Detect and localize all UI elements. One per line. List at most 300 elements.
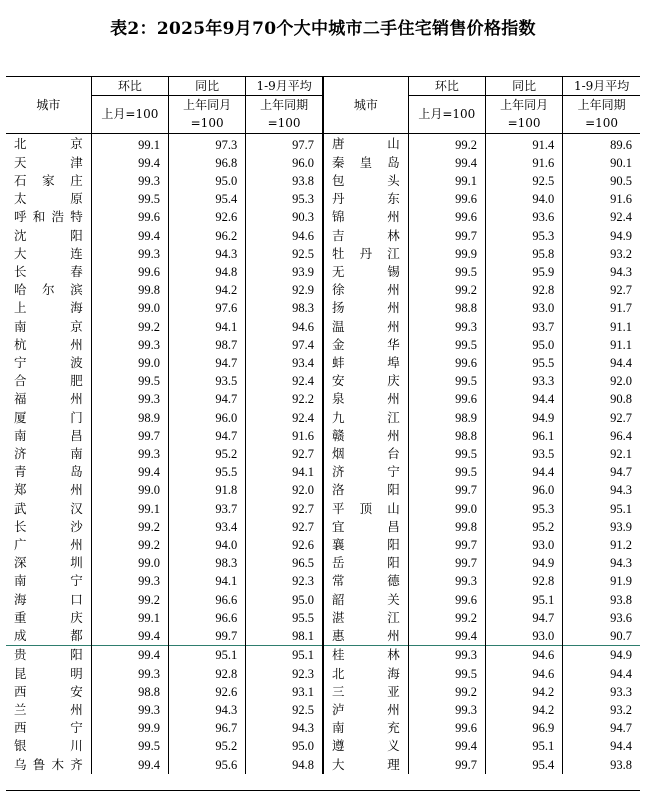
yoy-cell: 97.3 xyxy=(169,133,246,154)
header-mom-left: 环比 xyxy=(91,77,168,96)
yoy-cell: 94.7 xyxy=(169,354,246,372)
table-row xyxy=(6,318,640,336)
city-cell: 西宁 xyxy=(14,720,83,736)
avg-cell: 92.0 xyxy=(563,372,640,390)
avg-cell: 94.3 xyxy=(246,719,323,737)
yoy-cell: 94.2 xyxy=(169,281,246,299)
city-cell: 韶关 xyxy=(323,591,408,609)
city-cell: 海口 xyxy=(14,591,83,607)
mom-cell: 99.7 xyxy=(408,227,485,245)
mom-cell: 99.3 xyxy=(91,172,168,190)
mom-cell: 99.5 xyxy=(91,737,168,755)
price-index-table xyxy=(6,77,640,774)
avg-cell: 93.2 xyxy=(563,701,640,719)
avg-cell: 92.7 xyxy=(246,445,323,463)
avg-cell: 93.2 xyxy=(563,245,640,263)
header-city-left: 城市 xyxy=(6,77,91,133)
city-cell: 桂林 xyxy=(323,646,408,665)
avg-cell: 92.3 xyxy=(246,665,323,683)
avg-cell: 92.2 xyxy=(246,390,323,408)
city-cell: 唐山 xyxy=(323,133,408,154)
city-cell: 宜昌 xyxy=(323,518,408,536)
city-cell: 成都 xyxy=(14,628,83,644)
table-row xyxy=(6,281,640,299)
avg-cell: 94.4 xyxy=(563,737,640,755)
mom-cell: 99.9 xyxy=(408,245,485,263)
header-yoy-base-right: 上年同月=100 xyxy=(485,96,562,133)
avg-cell: 92.0 xyxy=(246,481,323,499)
city-cell: 长春 xyxy=(14,264,83,280)
city-cell: 惠州 xyxy=(323,627,408,646)
mom-cell: 99.6 xyxy=(91,208,168,226)
table-row xyxy=(6,154,640,172)
mom-cell: 99.5 xyxy=(408,445,485,463)
avg-cell: 94.6 xyxy=(246,318,323,336)
avg-cell: 92.1 xyxy=(563,445,640,463)
yoy-cell: 93.6 xyxy=(485,208,562,226)
yoy-cell: 95.2 xyxy=(169,445,246,463)
yoy-cell: 93.0 xyxy=(485,627,562,646)
city-cell: 吉林 xyxy=(323,227,408,245)
city-cell: 厦门 xyxy=(14,409,83,425)
yoy-cell: 95.3 xyxy=(485,500,562,518)
city-cell: 济宁 xyxy=(323,463,408,481)
city-cell: 郑州 xyxy=(14,482,83,498)
table-row xyxy=(6,133,640,154)
mom-cell: 99.3 xyxy=(91,245,168,263)
yoy-cell: 96.2 xyxy=(169,227,246,245)
avg-cell: 90.5 xyxy=(563,172,640,190)
yoy-cell: 94.9 xyxy=(485,554,562,572)
yoy-cell: 95.9 xyxy=(485,263,562,281)
city-cell: 昆明 xyxy=(14,665,83,681)
mom-cell: 99.6 xyxy=(408,390,485,408)
yoy-cell: 92.8 xyxy=(485,281,562,299)
avg-cell: 95.3 xyxy=(246,190,323,208)
yoy-cell: 94.3 xyxy=(169,245,246,263)
city-cell: 湛江 xyxy=(323,609,408,627)
yoy-cell: 96.8 xyxy=(169,154,246,172)
mom-cell: 99.5 xyxy=(91,190,168,208)
yoy-cell: 96.7 xyxy=(169,719,246,737)
avg-cell: 91.1 xyxy=(563,318,640,336)
header-row-top xyxy=(6,77,640,96)
avg-cell: 92.7 xyxy=(246,500,323,518)
table-row xyxy=(6,427,640,445)
city-cell: 徐州 xyxy=(323,281,408,299)
city-cell: 三亚 xyxy=(323,683,408,701)
city-cell: 无锡 xyxy=(323,263,408,281)
city-cell: 深圳 xyxy=(14,555,83,571)
table-row xyxy=(6,572,640,590)
mom-cell: 99.4 xyxy=(91,154,168,172)
city-cell: 赣州 xyxy=(323,427,408,445)
yoy-cell: 96.0 xyxy=(485,481,562,499)
mom-cell: 99.5 xyxy=(408,463,485,481)
avg-cell: 94.3 xyxy=(563,481,640,499)
city-cell: 襄阳 xyxy=(323,536,408,554)
avg-cell: 92.5 xyxy=(246,245,323,263)
mom-cell: 99.0 xyxy=(408,500,485,518)
avg-cell: 95.5 xyxy=(246,609,323,627)
mom-cell: 99.0 xyxy=(91,354,168,372)
table-row xyxy=(6,409,640,427)
avg-cell: 94.7 xyxy=(563,719,640,737)
avg-cell: 91.6 xyxy=(563,190,640,208)
table-row xyxy=(6,701,640,719)
city-cell: 金华 xyxy=(323,336,408,354)
city-cell: 重庆 xyxy=(14,609,83,625)
yoy-cell: 96.1 xyxy=(485,427,562,445)
header-mom-base-right: 上月=100 xyxy=(408,96,485,133)
city-cell: 天津 xyxy=(14,154,83,170)
city-cell: 沈阳 xyxy=(14,227,83,243)
city-cell: 呼和浩特 xyxy=(14,209,83,225)
city-cell: 南昌 xyxy=(14,427,83,443)
city-cell: 温州 xyxy=(323,318,408,336)
city-cell: 石家庄 xyxy=(14,173,83,189)
avg-cell: 95.0 xyxy=(246,737,323,755)
yoy-cell: 97.6 xyxy=(169,299,246,317)
avg-cell: 90.3 xyxy=(246,208,323,226)
yoy-cell: 94.7 xyxy=(169,427,246,445)
city-cell: 大连 xyxy=(14,245,83,261)
avg-cell: 92.7 xyxy=(246,518,323,536)
avg-cell: 92.4 xyxy=(563,208,640,226)
table-row xyxy=(6,354,640,372)
city-cell: 南京 xyxy=(14,318,83,334)
mom-cell: 99.0 xyxy=(91,481,168,499)
table-row xyxy=(6,518,640,536)
city-cell: 包头 xyxy=(323,172,408,190)
table-row xyxy=(6,756,640,774)
mom-cell: 99.2 xyxy=(91,318,168,336)
yoy-cell: 93.5 xyxy=(485,445,562,463)
mom-cell: 99.3 xyxy=(91,445,168,463)
mom-cell: 99.3 xyxy=(91,665,168,683)
avg-cell: 97.7 xyxy=(246,133,323,154)
header-mom-base-left: 上月=100 xyxy=(91,96,168,133)
avg-cell: 94.8 xyxy=(246,756,323,774)
mom-cell: 99.4 xyxy=(408,737,485,755)
city-cell: 泉州 xyxy=(323,390,408,408)
yoy-cell: 96.9 xyxy=(485,719,562,737)
mom-cell: 98.8 xyxy=(91,683,168,701)
mom-cell: 99.3 xyxy=(91,572,168,590)
mom-cell: 98.8 xyxy=(408,427,485,445)
yoy-cell: 94.1 xyxy=(169,572,246,590)
mom-cell: 99.2 xyxy=(408,609,485,627)
header-avg-base-right: 上年同期=100 xyxy=(563,96,640,133)
mom-cell: 99.6 xyxy=(408,591,485,609)
city-cell: 烟台 xyxy=(323,445,408,463)
city-cell: 银川 xyxy=(14,738,83,754)
yoy-cell: 95.0 xyxy=(169,172,246,190)
yoy-cell: 95.1 xyxy=(485,591,562,609)
avg-cell: 93.8 xyxy=(563,756,640,774)
city-cell: 乌鲁木齐 xyxy=(14,756,83,772)
mom-cell: 99.5 xyxy=(91,372,168,390)
table-row xyxy=(6,445,640,463)
table-row xyxy=(6,591,640,609)
city-cell: 宁波 xyxy=(14,355,83,371)
city-cell: 长沙 xyxy=(14,518,83,534)
mom-cell: 99.3 xyxy=(408,646,485,665)
avg-cell: 93.6 xyxy=(563,609,640,627)
yoy-cell: 96.6 xyxy=(169,591,246,609)
city-cell: 安庆 xyxy=(323,372,408,390)
avg-cell: 92.3 xyxy=(246,572,323,590)
table-row xyxy=(6,172,640,190)
yoy-cell: 95.5 xyxy=(169,463,246,481)
city-cell: 平顶山 xyxy=(323,500,408,518)
avg-cell: 90.1 xyxy=(563,154,640,172)
avg-cell: 96.5 xyxy=(246,554,323,572)
mom-cell: 99.9 xyxy=(91,719,168,737)
avg-cell: 94.9 xyxy=(563,646,640,665)
table-bottom-rule xyxy=(6,790,640,791)
mom-cell: 99.4 xyxy=(91,756,168,774)
mom-cell: 98.9 xyxy=(91,409,168,427)
yoy-cell: 94.0 xyxy=(485,190,562,208)
mom-cell: 99.6 xyxy=(408,719,485,737)
table-row xyxy=(6,299,640,317)
yoy-cell: 92.6 xyxy=(169,208,246,226)
table-row xyxy=(6,627,640,646)
avg-cell: 95.1 xyxy=(563,500,640,518)
city-cell: 济南 xyxy=(14,446,83,462)
avg-cell: 97.4 xyxy=(246,336,323,354)
yoy-cell: 93.5 xyxy=(169,372,246,390)
mom-cell: 99.4 xyxy=(91,627,168,646)
mom-cell: 99.8 xyxy=(408,518,485,536)
yoy-cell: 96.6 xyxy=(169,609,246,627)
city-cell: 兰州 xyxy=(14,701,83,717)
yoy-cell: 93.0 xyxy=(485,536,562,554)
yoy-cell: 95.0 xyxy=(485,336,562,354)
mom-cell: 99.1 xyxy=(408,172,485,190)
yoy-cell: 93.7 xyxy=(169,500,246,518)
yoy-cell: 93.7 xyxy=(485,318,562,336)
yoy-cell: 92.6 xyxy=(169,683,246,701)
table-row xyxy=(6,500,640,518)
city-cell: 丹东 xyxy=(323,190,408,208)
city-cell: 武汉 xyxy=(14,500,83,516)
yoy-cell: 94.9 xyxy=(485,409,562,427)
city-cell: 泸州 xyxy=(323,701,408,719)
avg-cell: 94.6 xyxy=(246,227,323,245)
city-cell: 洛阳 xyxy=(323,481,408,499)
header-avg-right: 1-9月平均 xyxy=(563,77,640,96)
city-cell: 大理 xyxy=(323,756,408,774)
mom-cell: 99.7 xyxy=(408,536,485,554)
mom-cell: 99.4 xyxy=(91,463,168,481)
city-cell: 广州 xyxy=(14,537,83,553)
avg-cell: 92.9 xyxy=(246,281,323,299)
table-row xyxy=(6,481,640,499)
mom-cell: 99.5 xyxy=(408,336,485,354)
avg-cell: 96.4 xyxy=(563,427,640,445)
avg-cell: 89.6 xyxy=(563,133,640,154)
yoy-cell: 91.6 xyxy=(485,154,562,172)
header-yoy-base-left: 上年同月=100 xyxy=(169,96,246,133)
city-cell: 遵义 xyxy=(323,737,408,755)
mom-cell: 99.1 xyxy=(91,133,168,154)
table-row xyxy=(6,646,640,665)
mom-cell: 99.6 xyxy=(91,263,168,281)
city-cell: 贵阳 xyxy=(6,646,91,665)
yoy-cell: 94.7 xyxy=(169,390,246,408)
yoy-cell: 93.0 xyxy=(485,299,562,317)
avg-cell: 96.0 xyxy=(246,154,323,172)
city-cell: 杭州 xyxy=(14,336,83,352)
mom-cell: 99.5 xyxy=(408,372,485,390)
table-row xyxy=(6,536,640,554)
city-cell: 西安 xyxy=(14,683,83,699)
avg-cell: 91.6 xyxy=(246,427,323,445)
yoy-cell: 95.2 xyxy=(485,518,562,536)
mom-cell: 99.6 xyxy=(408,354,485,372)
header-yoy-right: 同比 xyxy=(485,77,562,96)
mom-cell: 99.2 xyxy=(408,133,485,154)
header-city-right: 城市 xyxy=(323,77,408,133)
yoy-cell: 95.1 xyxy=(169,646,246,665)
city-cell: 锦州 xyxy=(323,208,408,226)
yoy-cell: 94.6 xyxy=(485,646,562,665)
mom-cell: 99.3 xyxy=(408,701,485,719)
mom-cell: 99.4 xyxy=(408,154,485,172)
yoy-cell: 93.3 xyxy=(485,372,562,390)
avg-cell: 91.9 xyxy=(563,572,640,590)
yoy-cell: 95.2 xyxy=(169,737,246,755)
avg-cell: 95.1 xyxy=(246,646,323,665)
avg-cell: 94.3 xyxy=(563,263,640,281)
avg-cell: 91.2 xyxy=(563,536,640,554)
mom-cell: 99.0 xyxy=(91,554,168,572)
mom-cell: 99.5 xyxy=(408,263,485,281)
mom-cell: 99.4 xyxy=(91,227,168,245)
city-cell: 北海 xyxy=(323,665,408,683)
table-row xyxy=(6,372,640,390)
city-cell: 青岛 xyxy=(14,464,83,480)
yoy-cell: 94.4 xyxy=(485,463,562,481)
table-row xyxy=(6,554,640,572)
table-row xyxy=(6,463,640,481)
table-row xyxy=(6,609,640,627)
mom-cell: 99.7 xyxy=(408,481,485,499)
yoy-cell: 94.3 xyxy=(169,701,246,719)
yoy-cell: 95.4 xyxy=(169,190,246,208)
yoy-cell: 95.4 xyxy=(485,756,562,774)
table-row xyxy=(6,227,640,245)
mom-cell: 99.7 xyxy=(91,427,168,445)
table-row xyxy=(6,683,640,701)
avg-cell: 93.9 xyxy=(246,263,323,281)
avg-cell: 90.7 xyxy=(563,627,640,646)
page-title: 表2：2025年9月70个大中城市二手住宅销售价格指数 xyxy=(110,19,536,39)
avg-cell: 94.1 xyxy=(246,463,323,481)
city-cell: 牡丹江 xyxy=(323,245,408,263)
yoy-cell: 94.0 xyxy=(169,536,246,554)
header-yoy-left: 同比 xyxy=(169,77,246,96)
yoy-cell: 98.7 xyxy=(169,336,246,354)
avg-cell: 93.9 xyxy=(563,518,640,536)
city-cell: 蚌埠 xyxy=(323,354,408,372)
table-row xyxy=(6,245,640,263)
mom-cell: 99.2 xyxy=(91,518,168,536)
table-row xyxy=(6,719,640,737)
table-row xyxy=(6,665,640,683)
avg-cell: 94.7 xyxy=(563,463,640,481)
yoy-cell: 95.5 xyxy=(485,354,562,372)
avg-cell: 94.4 xyxy=(563,354,640,372)
yoy-cell: 94.2 xyxy=(485,701,562,719)
avg-cell: 93.4 xyxy=(246,354,323,372)
mom-cell: 99.3 xyxy=(408,318,485,336)
header-mom-right: 环比 xyxy=(408,77,485,96)
mom-cell: 99.4 xyxy=(91,646,168,665)
yoy-cell: 94.8 xyxy=(169,263,246,281)
avg-cell: 92.7 xyxy=(563,281,640,299)
avg-cell: 93.8 xyxy=(563,591,640,609)
table-row xyxy=(6,336,640,354)
avg-cell: 93.8 xyxy=(246,172,323,190)
avg-cell: 94.3 xyxy=(563,554,640,572)
mom-cell: 99.6 xyxy=(408,190,485,208)
avg-cell: 91.1 xyxy=(563,336,640,354)
header-avg-base-left: 上年同期=100 xyxy=(246,96,323,133)
avg-cell: 92.7 xyxy=(563,409,640,427)
city-cell: 秦皇岛 xyxy=(323,154,408,172)
table-row xyxy=(6,263,640,281)
mom-cell: 99.8 xyxy=(91,281,168,299)
yoy-cell: 95.8 xyxy=(485,245,562,263)
avg-cell: 92.4 xyxy=(246,409,323,427)
city-cell: 扬州 xyxy=(323,299,408,317)
yoy-cell: 94.4 xyxy=(485,390,562,408)
city-cell: 合肥 xyxy=(14,373,83,389)
table-body xyxy=(6,133,640,774)
avg-cell: 93.3 xyxy=(563,683,640,701)
mom-cell: 99.7 xyxy=(408,554,485,572)
mom-cell: 99.7 xyxy=(408,756,485,774)
city-cell: 上海 xyxy=(14,300,83,316)
city-cell: 北京 xyxy=(14,135,83,151)
yoy-cell: 91.4 xyxy=(485,133,562,154)
avg-cell: 94.9 xyxy=(563,227,640,245)
avg-cell: 90.8 xyxy=(563,390,640,408)
city-cell: 福州 xyxy=(14,391,83,407)
city-cell: 岳阳 xyxy=(323,554,408,572)
yoy-cell: 94.7 xyxy=(485,609,562,627)
mom-cell: 99.3 xyxy=(91,390,168,408)
avg-cell: 92.5 xyxy=(246,701,323,719)
city-cell: 南宁 xyxy=(14,573,83,589)
mom-cell: 99.2 xyxy=(408,683,485,701)
mom-cell: 99.3 xyxy=(408,572,485,590)
mom-cell: 99.3 xyxy=(91,336,168,354)
mom-cell: 99.3 xyxy=(91,701,168,719)
mom-cell: 99.0 xyxy=(91,299,168,317)
mom-cell: 99.2 xyxy=(91,591,168,609)
avg-cell: 91.7 xyxy=(563,299,640,317)
yoy-cell: 95.1 xyxy=(485,737,562,755)
yoy-cell: 96.0 xyxy=(169,409,246,427)
yoy-cell: 94.6 xyxy=(485,665,562,683)
yoy-cell: 94.1 xyxy=(169,318,246,336)
mom-cell: 99.5 xyxy=(408,665,485,683)
yoy-cell: 99.7 xyxy=(169,627,246,646)
